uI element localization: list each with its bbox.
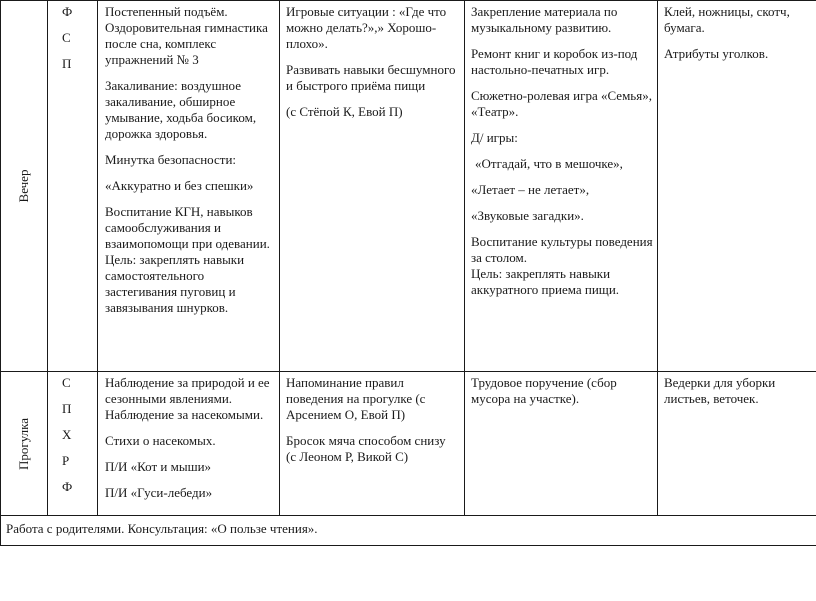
col-divider	[279, 0, 280, 515]
cell-text: «Летает – не летает»,	[471, 182, 590, 197]
cell-text: «Отгадай, что в мешочке»,	[475, 156, 623, 171]
cell-text: Постепенный подъём. Оздоровительная гимнастика после сна, комплекс упражнений № 3	[105, 4, 268, 67]
row-divider	[0, 515, 816, 516]
evening-individual	[286, 4, 458, 130]
col-divider	[464, 0, 465, 515]
table-border-bottom	[0, 545, 816, 546]
cell-text: Трудовое поручение (сбор мусора на участке).	[471, 375, 617, 406]
walk-materials	[664, 375, 814, 417]
section-label-walk: Прогулка	[16, 417, 31, 471]
cell-text: Цель: закреплять навыки самостоятельного застегивания пуговиц и завязывания шнурков.	[105, 252, 245, 315]
cell-text: Игровые ситуации : «Где что можно делать?»,» Хорошо-плохо».	[286, 4, 447, 51]
cell-text: Клей, ножницы, скотч, бумага.	[664, 4, 790, 35]
cell-text: Работа с родителями. Консультация: «О пользе чтения».	[6, 521, 318, 536]
walk-routine	[105, 375, 275, 511]
cell-text: Закрепление материала по музыкальному развитию.	[471, 4, 618, 35]
letter: Ф	[62, 4, 73, 19]
evening-routine	[105, 4, 275, 316]
cell-text: П/И «Гуси-лебеди»	[105, 485, 213, 500]
letter: С	[62, 30, 71, 45]
cell-text: Закаливание: воздушное закаливание, обширное умывание, ходьба босиком, дорожка здоровья.	[105, 78, 257, 141]
table-border-left	[0, 0, 1, 546]
cell-text: Сюжетно-ролевая игра «Семья», «Театр».	[471, 88, 652, 119]
cell-text: Наблюдение за природой и ее сезонными явлениями. Наблюдение за насекомыми.	[105, 375, 270, 422]
cell-text: Атрибуты уголков.	[664, 46, 769, 61]
parents-work	[6, 521, 806, 537]
letter: П	[62, 56, 72, 71]
walk-letters	[62, 375, 72, 505]
walk-joint	[471, 375, 653, 417]
row-divider	[0, 371, 816, 372]
cell-text: Воспитание КГН, навыков самообслуживания и взаимопомощи при одевании.	[105, 204, 270, 251]
col-divider	[657, 0, 658, 515]
cell-text: Напоминание правил поведения на прогулке (с Арсением О, Евой П)	[286, 375, 426, 422]
cell-text: «Аккуратно и без спешки»	[105, 178, 254, 193]
cell-text: Цель: закреплять навыки аккуратного приема пищи.	[471, 266, 620, 297]
walk-individual	[286, 375, 458, 475]
letter: Р	[62, 453, 70, 468]
evening-letters	[62, 4, 72, 82]
cell-text: Минутка безопасности:	[105, 152, 237, 167]
letter: П	[62, 401, 72, 416]
cell-text: П/И «Кот и мыши»	[105, 459, 212, 474]
section-label-evening: Вечер	[16, 169, 31, 203]
cell-text: Развивать навыки бесшумного и быстрого приёма пищи	[286, 62, 456, 93]
cell-text: (с Стёпой К, Евой П)	[286, 104, 403, 119]
col-divider	[47, 0, 48, 515]
cell-text: Д/ игры:	[471, 130, 518, 145]
col-divider	[97, 0, 98, 515]
cell-text: Ведерки для уборки листьев, веточек.	[664, 375, 776, 406]
evening-materials	[664, 4, 814, 72]
letter: Х	[62, 427, 72, 442]
evening-joint	[471, 4, 653, 298]
cell-text: Ремонт книг и коробок из-под настольно-печатных игр.	[471, 46, 638, 77]
cell-text: «Звуковые загадки».	[471, 208, 584, 223]
cell-text: Стихи о насекомых.	[105, 433, 216, 448]
table-border-top	[0, 0, 816, 1]
cell-text: Бросок мяча способом снизу (с Леоном Р, Викой С)	[286, 433, 446, 464]
letter: С	[62, 375, 71, 390]
letter: Ф	[62, 479, 73, 494]
cell-text: Воспитание культуры поведения за столом.	[471, 234, 653, 265]
